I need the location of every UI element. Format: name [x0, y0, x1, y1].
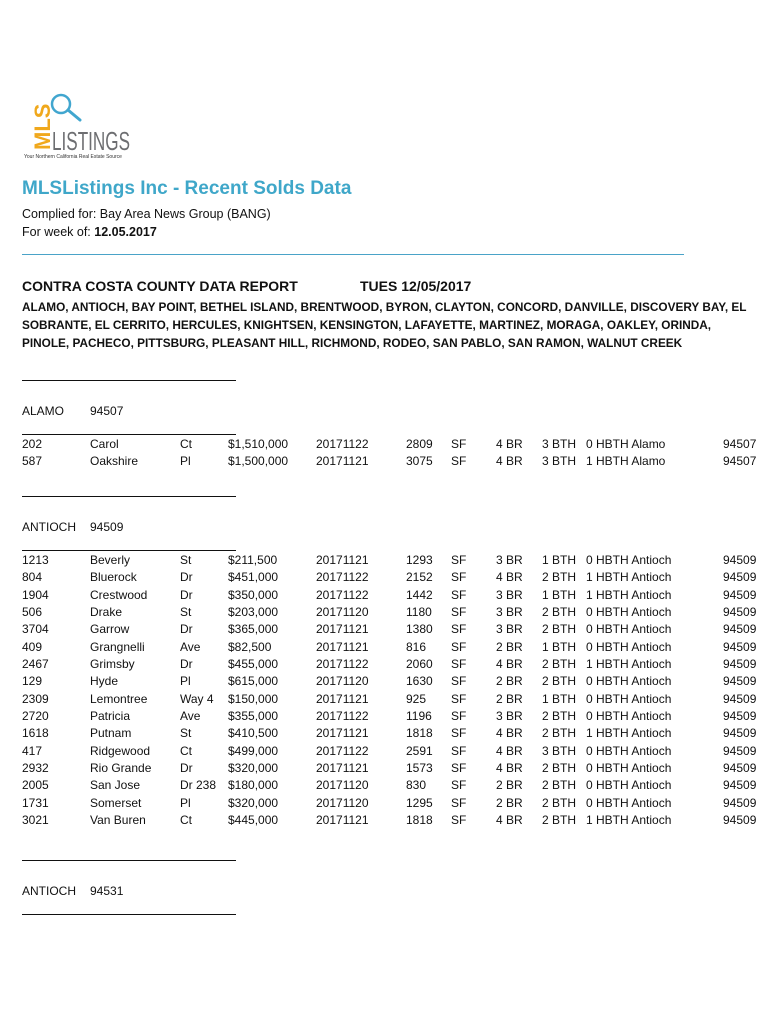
street-type: St	[180, 604, 192, 619]
bathrooms: 3 BTH	[542, 743, 577, 758]
sale-date: 20171122	[316, 587, 369, 602]
zip-code: 94509	[723, 691, 757, 706]
table-row	[0, 605, 768, 622]
street-type: Dr	[180, 622, 193, 637]
square-feet: 1630	[406, 674, 433, 689]
section-rule	[22, 434, 236, 435]
square-feet: 816	[406, 639, 427, 654]
sale-price: $455,000	[228, 656, 279, 671]
bathrooms: 3 BTH	[542, 454, 577, 469]
bathrooms: 2 BTH	[542, 656, 577, 671]
section-city: ANTIOCH	[22, 884, 76, 898]
street-name: Beverly	[90, 553, 131, 567]
property-type: SF	[451, 760, 467, 775]
magnifier-handle	[68, 110, 80, 120]
street-name: Lemontree	[90, 691, 148, 706]
bathrooms: 2 BTH	[542, 812, 577, 827]
street-number: 506	[22, 604, 43, 619]
property-type: SF	[451, 553, 467, 567]
street-type: Dr	[180, 656, 193, 671]
sale-date: 20171121	[316, 691, 369, 706]
table-row	[0, 813, 768, 830]
table-row	[0, 796, 768, 813]
square-feet: 3075	[406, 454, 433, 469]
bathrooms: 1 BTH	[542, 691, 577, 706]
half-baths-city: 0 HBTH Antioch	[586, 760, 672, 775]
square-feet: 2591	[406, 743, 433, 758]
bedrooms: 4 BR	[496, 437, 523, 451]
sale-price: $320,000	[228, 795, 279, 810]
square-feet: 1293	[406, 553, 433, 567]
table-row	[0, 640, 768, 657]
square-feet: 1818	[406, 726, 433, 741]
sale-date: 20171121	[316, 639, 369, 654]
square-feet: 1573	[406, 760, 433, 775]
square-feet: 830	[406, 778, 427, 793]
sale-date: 20171120	[316, 795, 369, 810]
section-heading	[22, 404, 124, 418]
section-rule	[22, 380, 236, 381]
street-type: Ct	[180, 437, 192, 451]
sale-date: 20171121	[316, 454, 369, 469]
bedrooms: 4 BR	[496, 454, 523, 469]
street-name: Ridgewood	[90, 743, 151, 758]
bathrooms: 2 BTH	[542, 778, 577, 793]
zip-code: 94509	[723, 795, 757, 810]
table-row	[0, 454, 768, 471]
bathrooms: 1 BTH	[542, 553, 577, 567]
sale-price: $365,000	[228, 622, 279, 637]
half-baths-city: 0 HBTH Antioch	[586, 691, 672, 706]
square-feet: 925	[406, 691, 427, 706]
bedrooms: 2 BR	[496, 795, 523, 810]
sale-date: 20171121	[316, 760, 369, 775]
street-name: Patricia	[90, 708, 131, 723]
street-type: Pl	[180, 454, 191, 469]
half-baths-city: 0 HBTH Antioch	[586, 604, 672, 619]
sale-price: $180,000	[228, 778, 279, 793]
street-name: Grangnelli	[90, 639, 145, 654]
square-feet: 1442	[406, 587, 433, 602]
property-type: SF	[451, 691, 467, 706]
bedrooms: 2 BR	[496, 639, 523, 654]
bathrooms: 2 BTH	[542, 674, 577, 689]
table-row	[0, 553, 768, 570]
table-row	[0, 778, 768, 795]
property-type: SF	[451, 795, 467, 810]
section-zip: 94509	[90, 520, 124, 534]
table-row	[0, 709, 768, 726]
property-type: SF	[451, 604, 467, 619]
street-number: 804	[22, 570, 43, 585]
sale-price: $150,000	[228, 691, 279, 706]
sale-price: $1,500,000	[228, 454, 289, 469]
half-baths-city: 1 HBTH Alamo	[586, 454, 666, 469]
street-type: Ave	[180, 708, 201, 723]
street-type: Dr	[180, 760, 193, 775]
table-row	[0, 622, 768, 639]
street-name: Grimsby	[90, 656, 135, 671]
section-rule	[22, 860, 236, 861]
bathrooms: 3 BTH	[542, 437, 577, 451]
week-label: For week of:	[22, 225, 95, 239]
street-name: Rio Grande	[90, 760, 152, 775]
bedrooms: 4 BR	[496, 760, 523, 775]
square-feet: 1380	[406, 622, 433, 637]
section-zip: 94531	[90, 884, 124, 898]
street-type: Dr	[180, 587, 193, 602]
mlslistings-logo	[22, 92, 142, 164]
property-type: SF	[451, 778, 467, 793]
zip-code: 94509	[723, 553, 757, 567]
sale-price: $355,000	[228, 708, 279, 723]
property-type: SF	[451, 587, 467, 602]
half-baths-city: 0 HBTH Antioch	[586, 708, 672, 723]
section-heading	[22, 884, 124, 898]
report-title: CONTRA COSTA COUNTY DATA REPORT	[22, 278, 298, 294]
bedrooms: 4 BR	[496, 743, 523, 758]
zip-code: 94509	[723, 674, 757, 689]
sale-date: 20171122	[316, 708, 369, 723]
table-row	[0, 726, 768, 743]
street-name: Van Buren	[90, 812, 146, 827]
bedrooms: 4 BR	[496, 812, 523, 827]
street-type: Ct	[180, 743, 192, 758]
property-type: SF	[451, 656, 467, 671]
bedrooms: 3 BR	[496, 622, 523, 637]
street-number: 409	[22, 639, 43, 654]
street-number: 2932	[22, 760, 49, 775]
bedrooms: 3 BR	[496, 587, 523, 602]
header-divider	[22, 254, 684, 255]
street-name: Bluerock	[90, 570, 137, 585]
section-heading	[22, 520, 124, 534]
sale-date: 20171121	[316, 622, 369, 637]
property-type: SF	[451, 454, 467, 469]
bedrooms: 4 BR	[496, 570, 523, 585]
street-number: 2467	[22, 656, 49, 671]
street-type: St	[180, 553, 192, 567]
sale-price: $350,000	[228, 587, 279, 602]
zip-code: 94509	[723, 708, 757, 723]
street-type: St	[180, 726, 192, 741]
logo-wordmark: LISTINGS	[52, 126, 130, 156]
bedrooms: 4 BR	[496, 656, 523, 671]
square-feet: 2152	[406, 570, 433, 585]
zip-code: 94509	[723, 812, 757, 827]
zip-code: 94509	[723, 570, 757, 585]
table-row	[0, 657, 768, 674]
bathrooms: 2 BTH	[542, 570, 577, 585]
square-feet: 2809	[406, 437, 433, 451]
bedrooms: 3 BR	[496, 708, 523, 723]
zip-code: 94509	[723, 587, 757, 602]
square-feet: 1818	[406, 812, 433, 827]
sale-date: 20171122	[316, 437, 369, 451]
zip-code: 94509	[723, 639, 757, 654]
half-baths-city: 1 HBTH Antioch	[586, 656, 672, 671]
sale-price: $410,500	[228, 726, 279, 741]
zip-code: 94509	[723, 726, 757, 741]
bathrooms: 2 BTH	[542, 622, 577, 637]
property-type: SF	[451, 708, 467, 723]
square-feet: 1180	[406, 604, 432, 619]
bathrooms: 1 BTH	[542, 587, 577, 602]
square-feet: 1196	[406, 708, 432, 723]
zip-code: 94509	[723, 656, 757, 671]
street-type: Dr 238	[180, 778, 217, 793]
bathrooms: 2 BTH	[542, 760, 577, 775]
bedrooms: 3 BR	[496, 604, 523, 619]
section-rule	[22, 496, 236, 497]
half-baths-city: 1 HBTH Antioch	[586, 726, 672, 741]
sale-price: $445,000	[228, 812, 279, 827]
zip-code: 94509	[723, 622, 757, 637]
bathrooms: 2 BTH	[542, 708, 577, 723]
sale-price: $82,500	[228, 639, 272, 654]
zip-code: 94509	[723, 743, 757, 758]
street-name: Crestwood	[90, 587, 148, 602]
sale-price: $211,500	[228, 553, 278, 567]
table-row	[0, 570, 768, 587]
sale-date: 20171120	[316, 778, 369, 793]
half-baths-city: 0 HBTH Antioch	[586, 622, 672, 637]
table-row	[0, 674, 768, 691]
zip-code: 94507	[723, 454, 757, 469]
logo-graphic	[22, 92, 142, 154]
sale-date: 20171120	[316, 604, 369, 619]
street-number: 1618	[22, 726, 49, 741]
bedrooms: 3 BR	[496, 553, 523, 567]
street-type: Ct	[180, 812, 192, 827]
street-number: 1731	[22, 795, 49, 810]
zip-code: 94509	[723, 760, 757, 775]
section-zip: 94507	[90, 404, 124, 418]
property-type: SF	[451, 743, 467, 758]
sale-price: $615,000	[228, 674, 279, 689]
section-rule	[22, 914, 236, 915]
report-date: TUES 12/05/2017	[360, 278, 472, 294]
street-name: Somerset	[90, 795, 142, 810]
page-title: MLSListings Inc - Recent Solds Data	[22, 178, 352, 199]
street-number: 129	[22, 674, 43, 689]
street-number: 2005	[22, 778, 49, 793]
half-baths-city: 0 HBTH Antioch	[586, 553, 672, 567]
sale-price: $1,510,000	[228, 437, 289, 451]
bedrooms: 2 BR	[496, 674, 523, 689]
half-baths-city: 0 HBTH Alamo	[586, 437, 666, 451]
zip-code: 94509	[723, 604, 757, 619]
street-number: 3021	[22, 812, 49, 827]
zip-code: 94509	[723, 778, 757, 793]
week-of	[22, 225, 157, 239]
street-number: 1904	[22, 587, 49, 602]
street-name: Carol	[90, 437, 119, 451]
half-baths-city: 0 HBTH Antioch	[586, 743, 672, 758]
street-number: 2720	[22, 708, 49, 723]
property-type: SF	[451, 812, 467, 827]
sale-price: $320,000	[228, 760, 279, 775]
bathrooms: 2 BTH	[542, 604, 577, 619]
bathrooms: 2 BTH	[542, 726, 577, 741]
bedrooms: 2 BR	[496, 778, 523, 793]
sale-date: 20171122	[316, 656, 369, 671]
street-type: Dr	[180, 570, 193, 585]
street-type: Way 4	[180, 691, 214, 706]
table-row	[0, 588, 768, 605]
half-baths-city: 0 HBTH Antioch	[586, 674, 672, 689]
street-number: 1213	[22, 553, 49, 567]
sale-date: 20171121	[316, 812, 369, 827]
zip-code: 94507	[723, 437, 757, 451]
half-baths-city: 1 HBTH Antioch	[586, 812, 672, 827]
street-type: Pl	[180, 795, 191, 810]
table-row	[0, 437, 768, 454]
property-type: SF	[451, 674, 467, 689]
logo-mls-text: MLS	[30, 103, 55, 150]
street-name: Hyde	[90, 674, 119, 689]
street-number: 2309	[22, 691, 49, 706]
sale-price: $499,000	[228, 743, 279, 758]
half-baths-city: 0 HBTH Antioch	[586, 795, 672, 810]
sale-date: 20171121	[316, 726, 369, 741]
sale-price: $451,000	[228, 570, 279, 585]
half-baths-city: 0 HBTH Antioch	[586, 778, 672, 793]
bathrooms: 1 BTH	[542, 639, 577, 654]
property-type: SF	[451, 437, 467, 451]
street-number: 3704	[22, 622, 49, 637]
bedrooms: 4 BR	[496, 726, 523, 741]
sale-price: $203,000	[228, 604, 279, 619]
property-type: SF	[451, 726, 467, 741]
section-city: ALAMO	[22, 404, 65, 418]
table-row	[0, 692, 768, 709]
section-rule	[22, 550, 236, 551]
street-name: Garrow	[90, 622, 130, 637]
city-list: ALAMO, ANTIOCH, BAY POINT, BETHEL ISLAND, BRENTWOOD, BYRON, CLAYTON, CONCORD, DANVILLE, DISCOVERY BAY, EL SOBRANTE, EL CERRITO, HERCULES, KNIGHTSEN, KENSINGTON, LAFAYETTE, MARTINEZ, MORAGA, OAKLEY, ORINDA, PINOLE, PACHECO, PITTSBURG, PLEASANT HILL, RICHMOND, RODEO, SAN PABLO, SAN RAMON, WALNUT CREEK	[22, 300, 747, 350]
property-type: SF	[451, 622, 467, 637]
street-number: 587	[22, 454, 43, 469]
table-row	[0, 744, 768, 761]
week-value: 12.05.2017	[94, 225, 157, 239]
street-name: Oakshire	[90, 454, 139, 469]
sale-date: 20171122	[316, 743, 369, 758]
sale-date: 20171120	[316, 674, 369, 689]
street-type: Ave	[180, 639, 201, 654]
half-baths-city: 1 HBTH Antioch	[586, 587, 672, 602]
street-type: Pl	[180, 674, 191, 689]
street-name: San Jose	[90, 778, 141, 793]
logo-tagline: Your Northern California Real Estate Source	[24, 154, 122, 160]
street-number: 202	[22, 437, 43, 451]
bedrooms: 2 BR	[496, 691, 523, 706]
bathrooms: 2 BTH	[542, 795, 577, 810]
section-city: ANTIOCH	[22, 520, 76, 534]
property-type: SF	[451, 639, 467, 654]
compiled-for: Complied for: Bay Area News Group (BANG)	[22, 207, 271, 221]
street-number: 417	[22, 743, 43, 758]
half-baths-city: 0 HBTH Antioch	[586, 639, 672, 654]
square-feet: 2060	[406, 656, 433, 671]
property-type: SF	[451, 570, 467, 585]
sale-date: 20171121	[316, 553, 369, 567]
square-feet: 1295	[406, 795, 433, 810]
street-name: Putnam	[90, 726, 132, 741]
table-row	[0, 761, 768, 778]
half-baths-city: 1 HBTH Antioch	[586, 570, 672, 585]
sale-date: 20171122	[316, 570, 369, 585]
street-name: Drake	[90, 604, 123, 619]
